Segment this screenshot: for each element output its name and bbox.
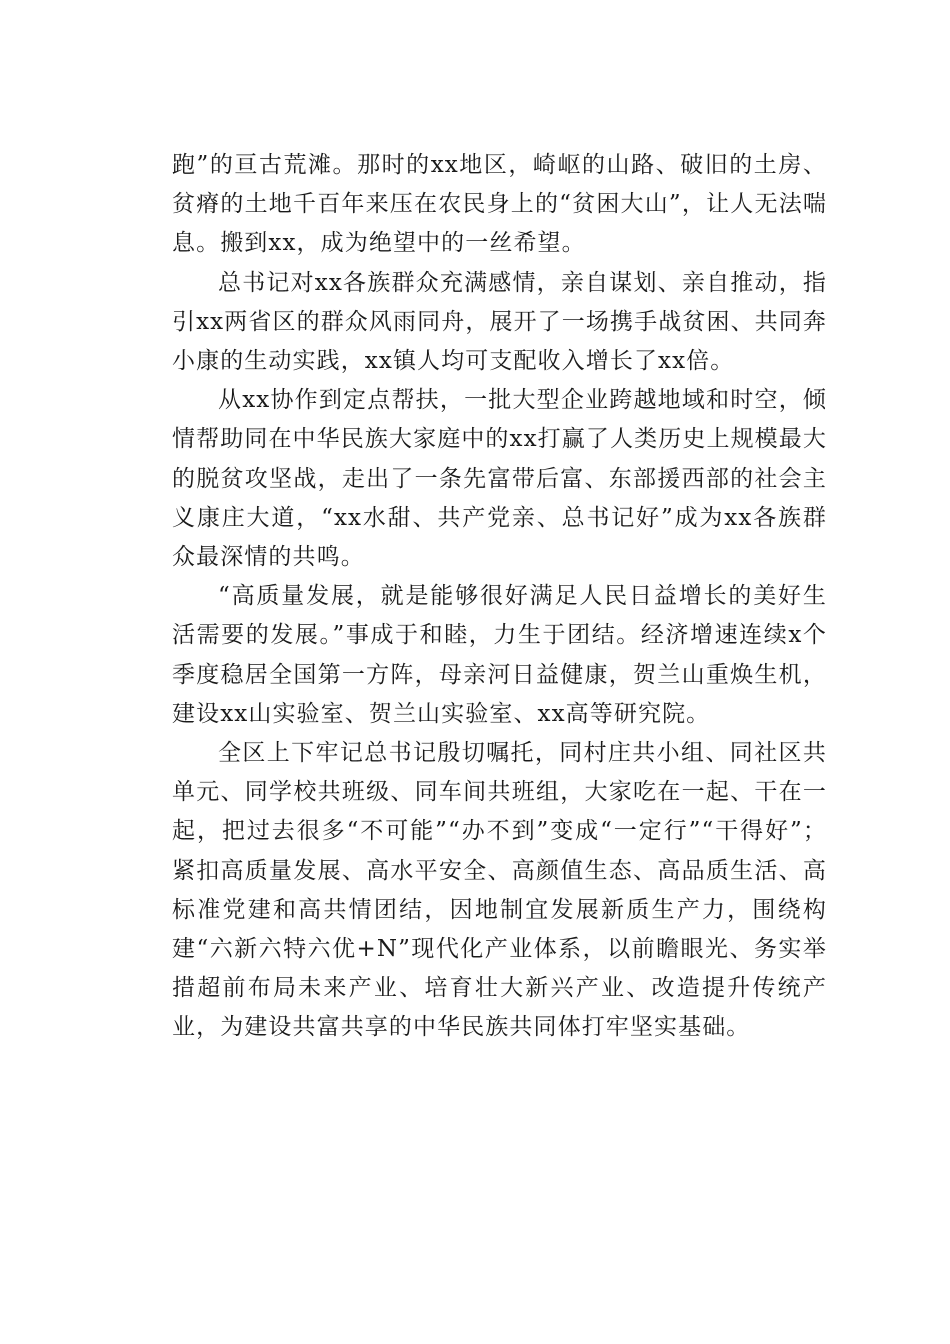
paragraph-continuation: 跑”的亘古荒滩。那时的xx地区，崎岖的山路、破旧的土房、贫瘠的土地千百年来压在农民身上的“贫困大山”，让人无法喘息。搬到xx，成为绝望中的一丝希望。 — [172, 152, 827, 257]
document-body — [172, 146, 827, 1048]
paragraph: 从xx协作到定点帮扶，一批大型企业跨越地域和时空，倾情帮助同在中华民族大家庭中的xx打赢了人类历史上规模最大的脱贫攻坚战，走出了一条先富带后富、东部援西部的社会主义康庄大道，“xx水甜、共产党亲、总书记好”成为xx各族群众最深情的共鸣。 — [172, 387, 827, 571]
paragraph: 全区上下牢记总书记殷切嘱托，同村庄共小组、同社区共单元、同学校共班级、同车间共班组，大家吃在一起、干在一起，把过去很多“不可能”“办不到”变成“一定行”“干得好”；紧扣高质量发展、高水平安全、高颜值生态、高品质生活、高标准党建和高共情团结，因地制宜发展新质生产力，围绕构建“六新六特六优+N”现代化产业体系，以前瞻眼光、务实举措超前布局未来产业、培育壮大新兴产业、改造提升传统产业，为建设共富共享的中华民族共同体打牢坚实基础。 — [172, 740, 827, 1041]
paragraph: 总书记对xx各族群众充满感情，亲自谋划、亲自推动，指引xx两省区的群众风雨同舟，展开了一场携手战贫困、共同奔小康的生动实践，xx镇人均可支配收入增长了xx倍。 — [172, 269, 827, 375]
paragraph: “高质量发展，就是能够很好满足人民日益增长的美好生活需要的发展。”事成于和睦，力生于团结。经济增速连续x个季度稳居全国第一方阵，母亲河日益健康，贺兰山重焕生机，建设xx山实验室、贺兰山实验室、xx高等研究院。 — [172, 583, 827, 727]
